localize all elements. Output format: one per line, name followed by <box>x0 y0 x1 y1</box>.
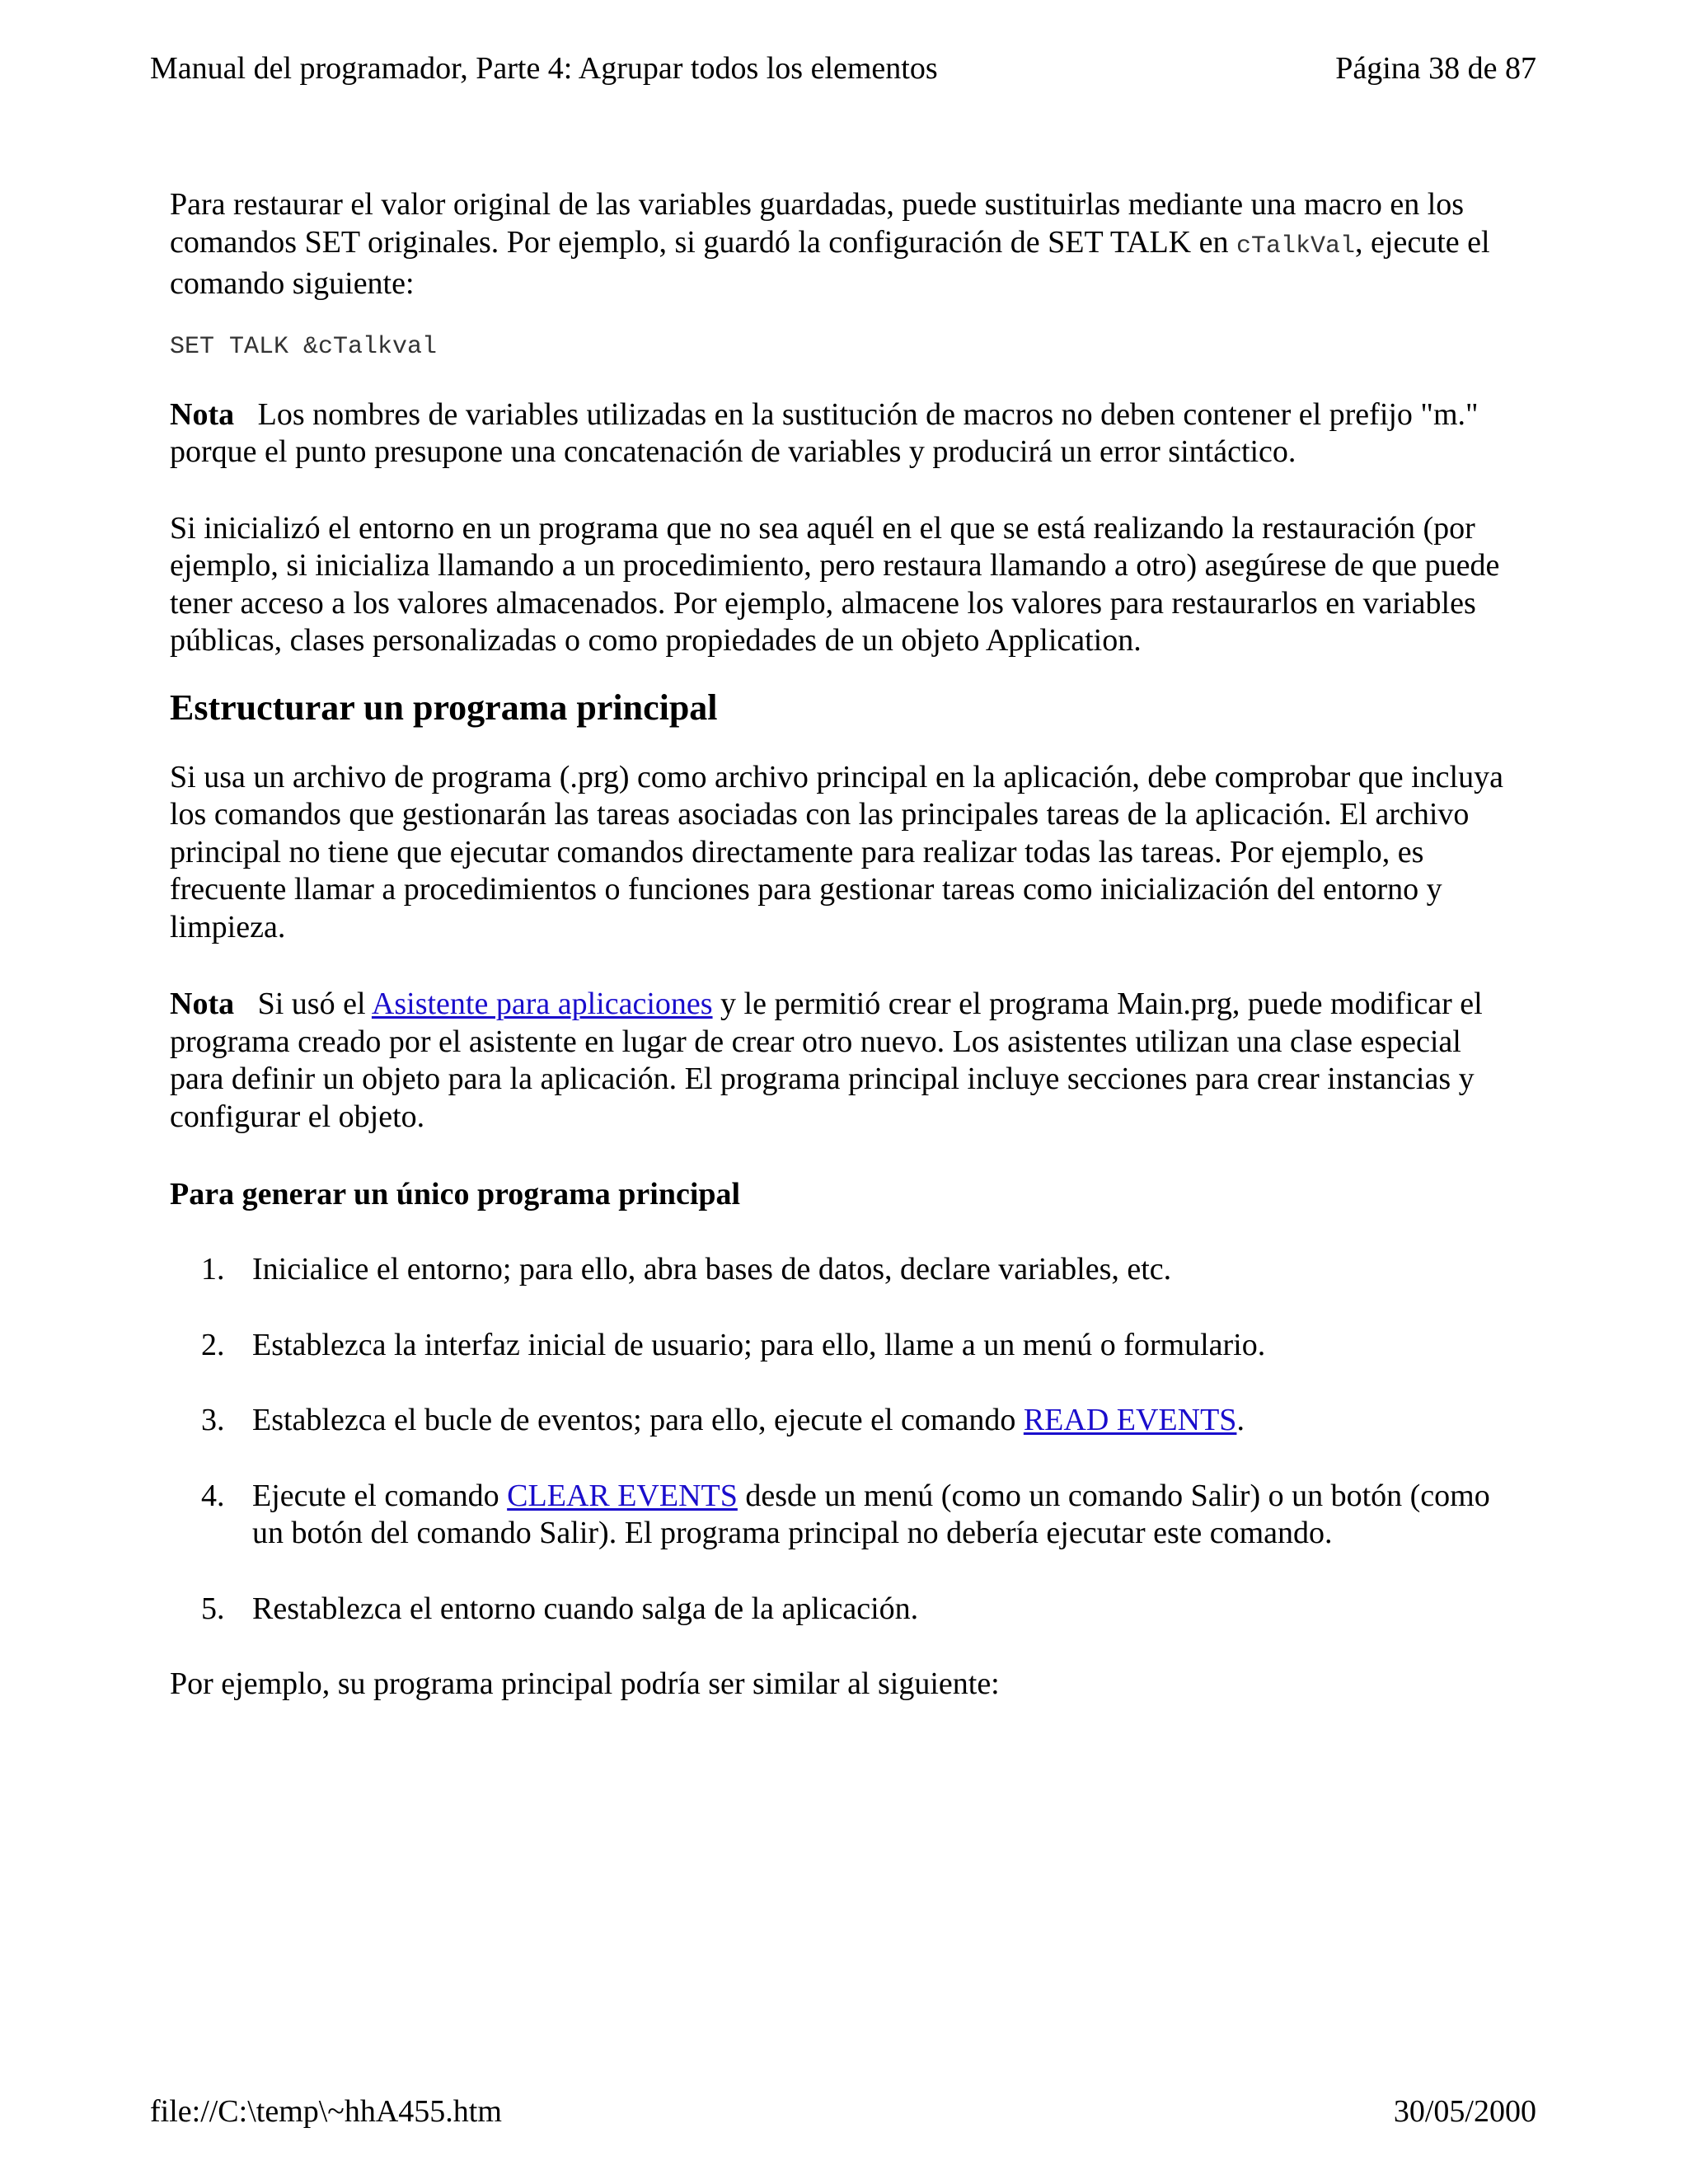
procedure-heading: Para generar un único programa principal <box>170 1177 741 1212</box>
footer-file-path: file://C:\temp\~hhA455.htm <box>150 2094 502 2129</box>
paragraph-text: , ejecute el comando siguiente: <box>170 224 1490 301</box>
document-body <box>170 186 1522 1704</box>
note-label: Nota <box>170 987 235 1021</box>
closing-paragraph: Por ejemplo, su programa principal podría ser similar al siguiente: <box>170 1666 1000 1701</box>
paragraph-restore-location: Si inicializó el entorno en un programa que no sea aquél en el que se está realizando la restauración (por ejemplo, si inicializa llamando a un procedimiento, pero restaura llamando a otro) asegúrese de que puede tener acceso a los valores almacenados. Por ejemplo, almacene los valores para restaurarlos en variables públicas, clases personalizadas o como propiedades de un objeto Application. <box>170 510 1500 658</box>
inline-code: cTalkVal <box>1236 232 1356 260</box>
step-text: Ejecute el comando <box>252 1478 508 1513</box>
step-number: 5. <box>201 1591 225 1626</box>
note-text: Si usó el <box>257 987 372 1021</box>
step-text: desde un menú (como un comando Salir) o un botón (como un botón del comando Salir). El programa principal no debería ejecutar este comando. <box>252 1478 1490 1550</box>
paragraph-text: Para restaurar el valor original de las variables guardadas, puede sustituirlas mediante una macro en los comandos SET originales. Por ejemplo, si guardó la configuración de SET TALK en <box>170 187 1465 260</box>
page-number: Página 38 de 87 <box>1335 51 1536 86</box>
list-item <box>170 1327 1522 1365</box>
code-line: SET TALK &cTalkval <box>170 332 438 361</box>
link-clear-events[interactable]: CLEAR EVENTS <box>507 1478 738 1513</box>
section-heading: Estructurar un programa principal <box>170 687 718 728</box>
paragraph-main-program: Si usa un archivo de programa (.prg) como archivo principal en la aplicación, debe comprobar que incluya los comandos que gestionarán las tareas asociadas con las principales tareas de la aplicación. El archivo principal no tiene que ejecutar comandos directamente para realizar todas las tareas. Por ejemplo, es frecuente llamar a procedimientos o funciones para gestionar tareas como inicialización del entorno y limpieza. <box>170 759 1503 944</box>
paragraph-restore-intro <box>170 186 1522 303</box>
page-header-title: Manual del programador, Parte 4: Agrupar todos los elementos <box>150 51 938 86</box>
note-text: Los nombres de variables utilizadas en la sustitución de macros no deben contener el prefijo "m." porque el punto presupone una concatenación de variables y producirá un error sintáctico. <box>170 396 1479 469</box>
link-read-events[interactable]: READ EVENTS <box>1023 1403 1237 1437</box>
note-text: y le permitió crear el programa Main.prg, puede modificar el programa creado por el asistente en lugar de crear otro nuevo. Los asistentes utilizan una clase especial para definir un objeto para la aplicación. El programa principal incluye secciones para crear instancias y configurar el objeto. <box>170 987 1483 1134</box>
step-text: Establezca la interfaz inicial de usuario; para ello, llame a un menú o formulario. <box>252 1327 1266 1362</box>
list-item <box>170 1478 1522 1553</box>
list-item <box>170 1402 1522 1440</box>
step-number: 2. <box>201 1327 225 1362</box>
note-macro-prefix <box>170 396 1522 471</box>
step-text: Establezca el bucle de eventos; para ello, ejecute el comando <box>252 1403 1024 1437</box>
step-number: 4. <box>201 1478 225 1513</box>
step-number: 3. <box>201 1403 225 1437</box>
step-number: 1. <box>201 1252 225 1286</box>
link-asistente-aplicaciones[interactable]: Asistente para aplicaciones <box>371 987 713 1021</box>
step-text: . <box>1236 1403 1245 1437</box>
note-wizard <box>170 986 1522 1136</box>
step-text: Restablezca el entorno cuando salga de la aplicación. <box>252 1591 919 1626</box>
list-item <box>170 1251 1522 1289</box>
step-text: Inicialice el entorno; para ello, abra bases de datos, declare variables, etc. <box>252 1252 1172 1286</box>
note-label: Nota <box>170 396 235 432</box>
steps-list <box>170 1251 1522 1628</box>
footer-date: 30/05/2000 <box>1393 2094 1536 2129</box>
list-item <box>170 1591 1522 1629</box>
